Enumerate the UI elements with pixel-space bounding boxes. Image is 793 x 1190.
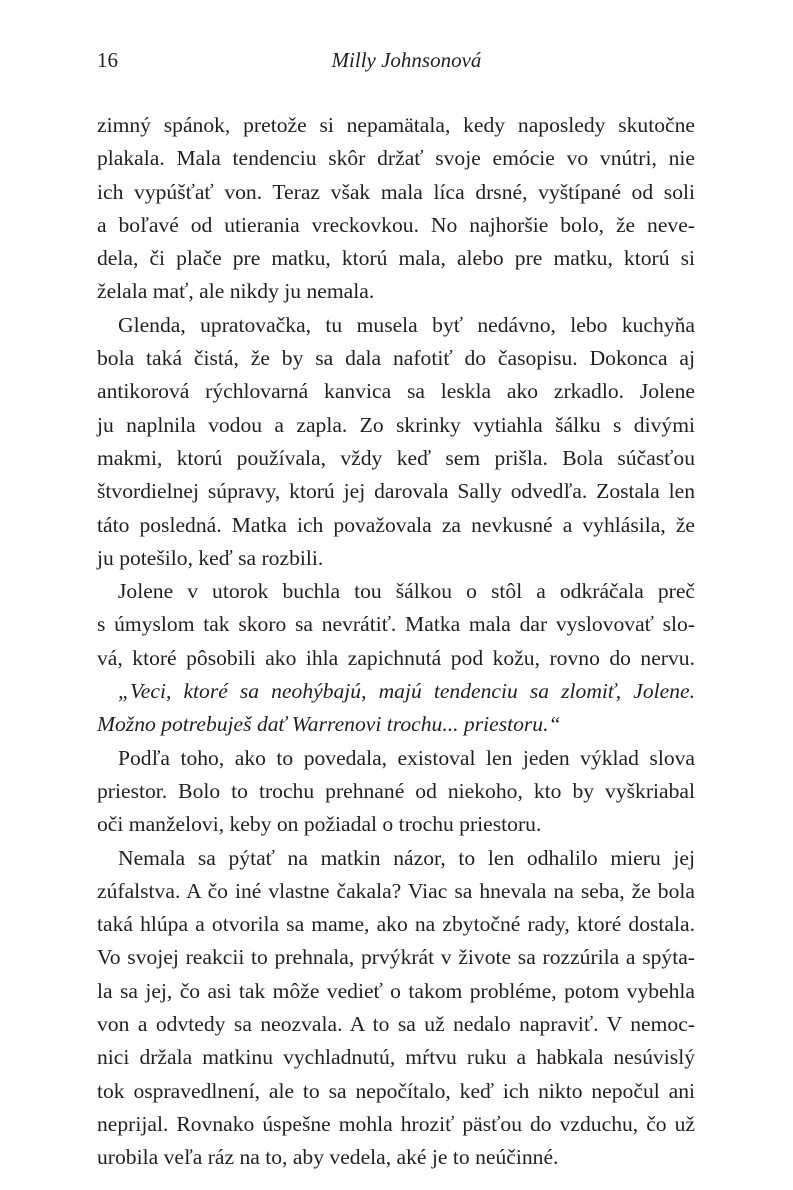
text-line: ju potešilo, keď sa rozbili. [97, 545, 324, 570]
text-line: Vo svojej reakcii to prehnala, prvýkrát v živote sa rozzúrila a spýta- [97, 945, 695, 970]
text-line: s úmyslom tak skoro sa nevrátiť. Matka mala dar vyslovovať slo- [97, 612, 695, 637]
text-line: makmi, ktorú používala, vždy keď sem prišla. Bola súčasťou [97, 445, 695, 470]
text-line: Jolene v utorok buchla tou šálkou o stôl a odkráčala preč [118, 579, 695, 604]
paragraph [97, 842, 695, 1175]
text-line: nici držala matkinu vychladnutú, mŕtvu ruku a habkala nesúvislý [97, 1045, 695, 1070]
running-header [97, 44, 694, 76]
text-line: štvordielnej súpravy, ktorú jej darovala Sally odvedľa. Zostala len [97, 479, 695, 504]
text-line: želala mať, ale nikdy ju nemala. [97, 279, 375, 304]
paragraph [97, 575, 695, 675]
text-line: la sa jej, čo asi tak môže vedieť o takom probléme, potom vybehla [97, 978, 695, 1003]
text-line: Podľa toho, ako to povedala, existoval len jeden výklad slova [118, 745, 695, 770]
text-line: neprijal. Rovnako úspešne mohla hroziť päsťou do vzduchu, čo už [97, 1111, 695, 1136]
running-header-author: Milly Johnsonová [331, 48, 482, 72]
text-line: antikorová rýchlovarná kanvica sa leskla ako zrkadlo. Jolene [97, 379, 695, 404]
text-line: vá, ktoré pôsobili ako ihla zapichnutá pod kožu, rovno do nervu. [97, 645, 695, 670]
text-line: von a odvtedy sa neozvala. A to sa už nedalo napraviť. V nemoc- [97, 1012, 695, 1037]
text-line: oči manželovi, keby on požiadal o trochu priestoru. [97, 812, 542, 837]
text-line: ju naplnila vodou a zapla. Zo skrinky vytiahla šálku s divými [97, 412, 695, 437]
text-line: bola taká čistá, že by sa dala nafotiť do časopisu. Dokonca aj [97, 346, 695, 371]
paragraph [97, 309, 695, 575]
text-line: Glenda, upratovačka, tu musela byť nedávno, lebo kuchyňa [118, 312, 695, 337]
text-line: a boľavé od utierania vreckovkou. No najhoršie bolo, že neve- [97, 212, 695, 237]
text-line: ich vypúšťať von. Teraz však mala líca drsné, vyštípané od soli [97, 179, 695, 204]
text-line: dela, či plače pre matku, ktorú mala, alebo pre matku, ktorú si [97, 246, 695, 271]
text-line: urobila veľa ráz na to, aby vedela, aké je to neúčinné. [97, 1145, 559, 1170]
paragraph [97, 742, 695, 842]
text-line: priestor. Bolo to trochu prehnané od niekoho, kto by vyškriabal [97, 778, 695, 803]
text-line: tok ospravedlnení, ale to sa nepočítalo, keď ich nikto nepočul ani [97, 1078, 695, 1103]
text-line: Možno potrebuješ dať Warrenovi trochu... priestoru.“ [97, 712, 561, 737]
quote-paragraph [97, 675, 695, 742]
text-line: „Veci, ktoré sa neohýbajú, majú tendenciu sa zlomiť, Jolene. [118, 679, 695, 704]
text-line: zimný spánok, pretože si nepamätala, kedy naposledy skutočne [97, 113, 695, 137]
body-text [97, 109, 695, 1175]
page-number: 16 [97, 48, 118, 72]
text-line: táto posledná. Matka ich považovala za nevkusné a vyhlásila, že [97, 512, 695, 537]
text-line: Nemala sa pýtať na matkin názor, to len odhalilo mieru jej [118, 845, 695, 870]
text-line: taká hlúpa a otvorila sa mame, ako na zbytočné rady, ktoré dostala. [97, 912, 695, 937]
text-line: zúfalstva. A čo iné vlastne čakala? Viac sa hnevala na seba, že bola [97, 878, 695, 903]
text-line: plakala. Mala tendenciu skôr držať svoje emócie vo vnútri, nie [97, 146, 695, 171]
paragraph [97, 109, 695, 309]
